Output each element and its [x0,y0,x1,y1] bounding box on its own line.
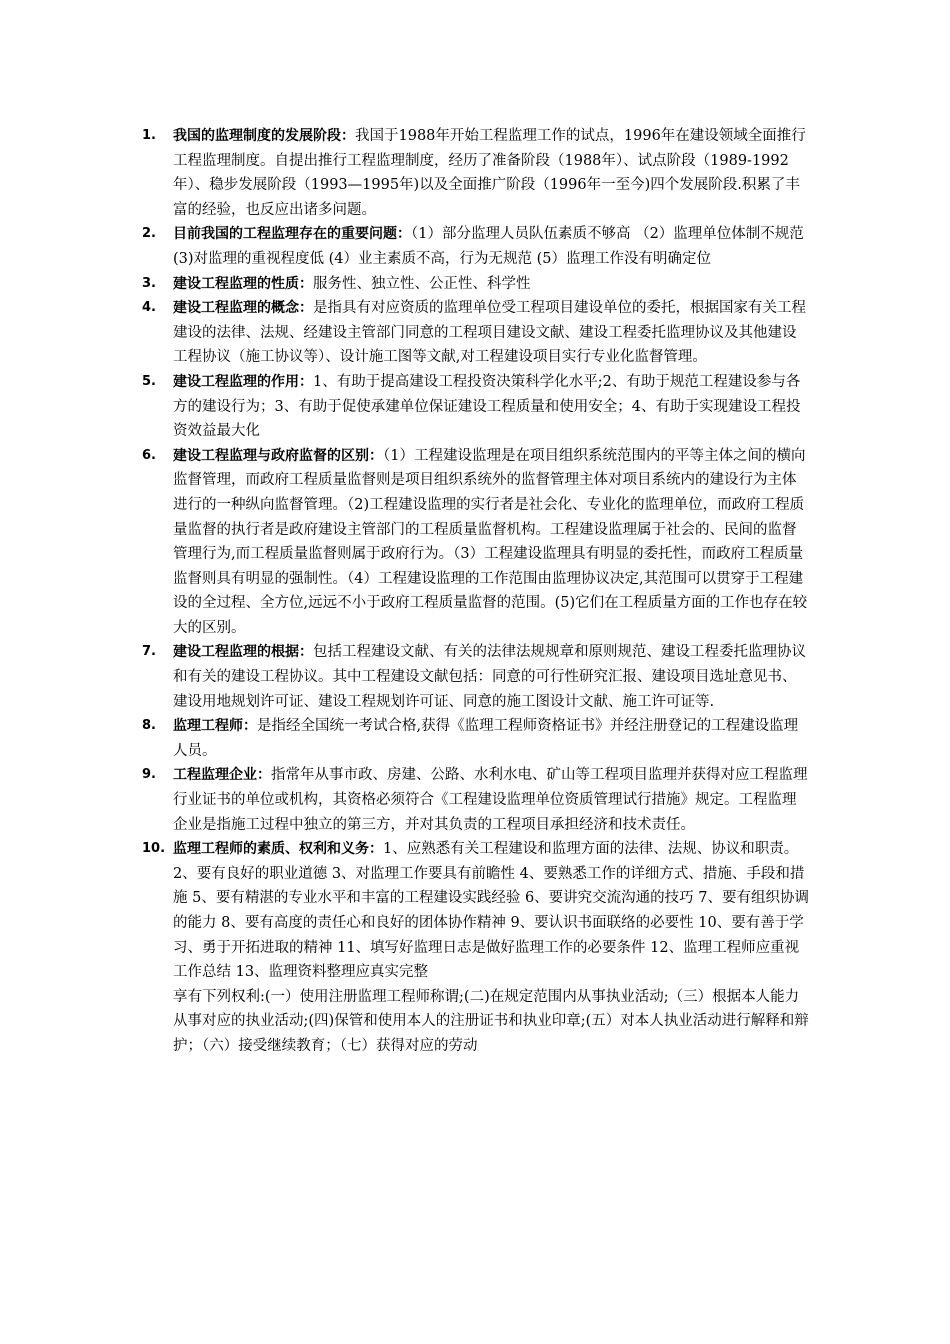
item-body: 是指具有对应资质的监理单位受工程项目建设单位的委托，根据国家有关工程建设的法律、法规、经建设主管部门同意的工程项目建设文献、建设工程委托监理协议及其他建设工程协议（施工协议等）、设计施工图等文献,对工程建设项目实行专业化监督管理。 [173,300,806,366]
item-number: 2. [142,226,156,242]
list-item [142,370,810,444]
item-number: 6. [142,447,156,463]
item-title: 建设工程监理的作用： [173,373,313,390]
item-number: 7. [142,644,156,660]
definition-list [142,124,810,1059]
item-body: 服务性、独立性、公正性、科学性 [313,275,531,292]
item-number: 1. [142,128,156,143]
item-number: 10. [142,841,166,857]
list-item [142,222,810,271]
item-body: 指常年从事市政、房建、公路、水利水电、矿山等工程项目监理并获得对应工程监理行业证书的单位或机构，其资格必须符合《工程建设监理单位资质管理试行措施》规定。工程监理企业是指施工过程中独立的第三方，并对其负责的工程项目承担经济和技术责任。 [173,767,808,833]
item-title: 监理工程师的素质、权利和义务： [173,841,383,858]
item-number: 5. [142,373,156,389]
list-item [142,272,810,297]
list-item [142,837,810,1058]
item-title: 建设工程监理的性质： [173,275,313,292]
item-title: 目前我国的工程监理存在的重要问题： [173,226,411,243]
list-item [142,714,810,763]
item-title: 建设工程监理的根据： [173,644,313,661]
item-number: 8. [142,718,156,734]
item-title: 我国的监理制度的发展阶段： [173,128,355,144]
item-body: （1）工程建设监理是在项目组织系统范围内的平等主体之间的横向监督管理，而政府工程质量监督则是项目组织系统外的监督管理主体对项目系统内的建设行为主体进行的一种纵向监督管理。（2)工程建设监理的实行者是社会化、专业化的监理单位，而政府工程质量监督的执行者是政府建设主管部门的工程质量监督机构。工程建设监理属于社会的、民间的监督管理行为,而工程质量监督则属于政府行为。（3）工程建设监理具有明显的委托性，而政府工程质量监督则具有明显的强制性。（4）工程建设监理的工作范围由监理协议决定,其范围可以贯穿于工程建设的全过程、全方位,远远不小于政府工程质量监督的范围。(5)它们在工程质量方面的工作也存在较大的区别。 [173,447,808,636]
list-item [142,444,810,641]
item-title: 工程监理企业： [173,767,271,784]
list-item [142,640,810,714]
list-item [142,296,810,370]
item-number: 9. [142,767,156,783]
item-number: 4. [142,300,156,316]
item-body: 1、有助于提高建设工程投资决策科学化水平;2、有助于规范工程建设参与各方的建设行为；3、有助于促使承建单位保证建设工程质量和使用安全；4、有助于实现建设工程投资效益最大化 [173,373,801,440]
item-body: 包括工程建设文献、有关的法律法规规章和原则规范、建设工程委托监理协议和有关的建设工程协议。其中工程建设文献包括：同意的可行性研究汇报、建设项目选址意见书、建设用地规划许可证、建设工程规划许可证、同意的施工图设计文献、施工许可证等. [173,644,806,710]
item-body: 是指经全国统一考试合格,获得《监理工程师资格证书》并经注册登记的工程建设监理人员。 [173,718,799,759]
list-item [142,124,810,222]
item-title: 监理工程师： [173,718,257,735]
item-number: 3. [142,275,156,291]
item-title: 建设工程监理与政府监督的区别： [173,447,383,464]
item-title: 建设工程监理的概念： [173,300,313,317]
item-body: 1、应熟悉有关工程建设和监理方面的法律、法规、协议和职责。2、要有良好的职业道德 3、对监理工作要具有前瞻性 4、要熟悉工作的详细方式、措施、手段和措施 5、要有精湛的专业水平和丰富的工程建设实践经验 6、要讲究交流沟通的技巧 7、要有组织协调的能力 8、要有高度的责任心和良好的团体协作精神 9、要认识书面联络的必要性 10、要有善于学习、勇于开拓进取的精神 11、填写好监理日志是做好监理工作的必要条件 12、监理工程师应重视工作总结 13、监理资料整理应真实完整 [173,841,809,981]
item-body: 我国于1988年开始工程监理工作的试点，1996年在建设领域全面推行工程监理制度。自提出推行工程监理制度，经历了准备阶段（1988年）、试点阶段（1989-1992年）、稳步发展阶段（1993—1995年)以及全面推广阶段（1996年一至今)四个发展阶段.积累了丰富的经验，也反应出诸多问题。 [173,128,806,218]
item-extra-paragraph: 享有下列权利:(一）使用注册监理工程师称谓;(二)在规定范围内从事执业活动;（三）根据本人能力从事对应的执业活动;(四)保管和使用本人的注册证书和执业印章;(五）对本人执业活动进行解释和辩护；（六）接受继续教育；（七）获得对应的劳动 [173,988,809,1054]
item-body: （1）部分监理人员队伍素质不够高 （2）监理单位体制不规范 (3)对监理的重视程度低 (4）业主素质不高，行为无规范 (5）监理工作没有明确定位 [173,226,804,267]
list-item [142,763,810,837]
